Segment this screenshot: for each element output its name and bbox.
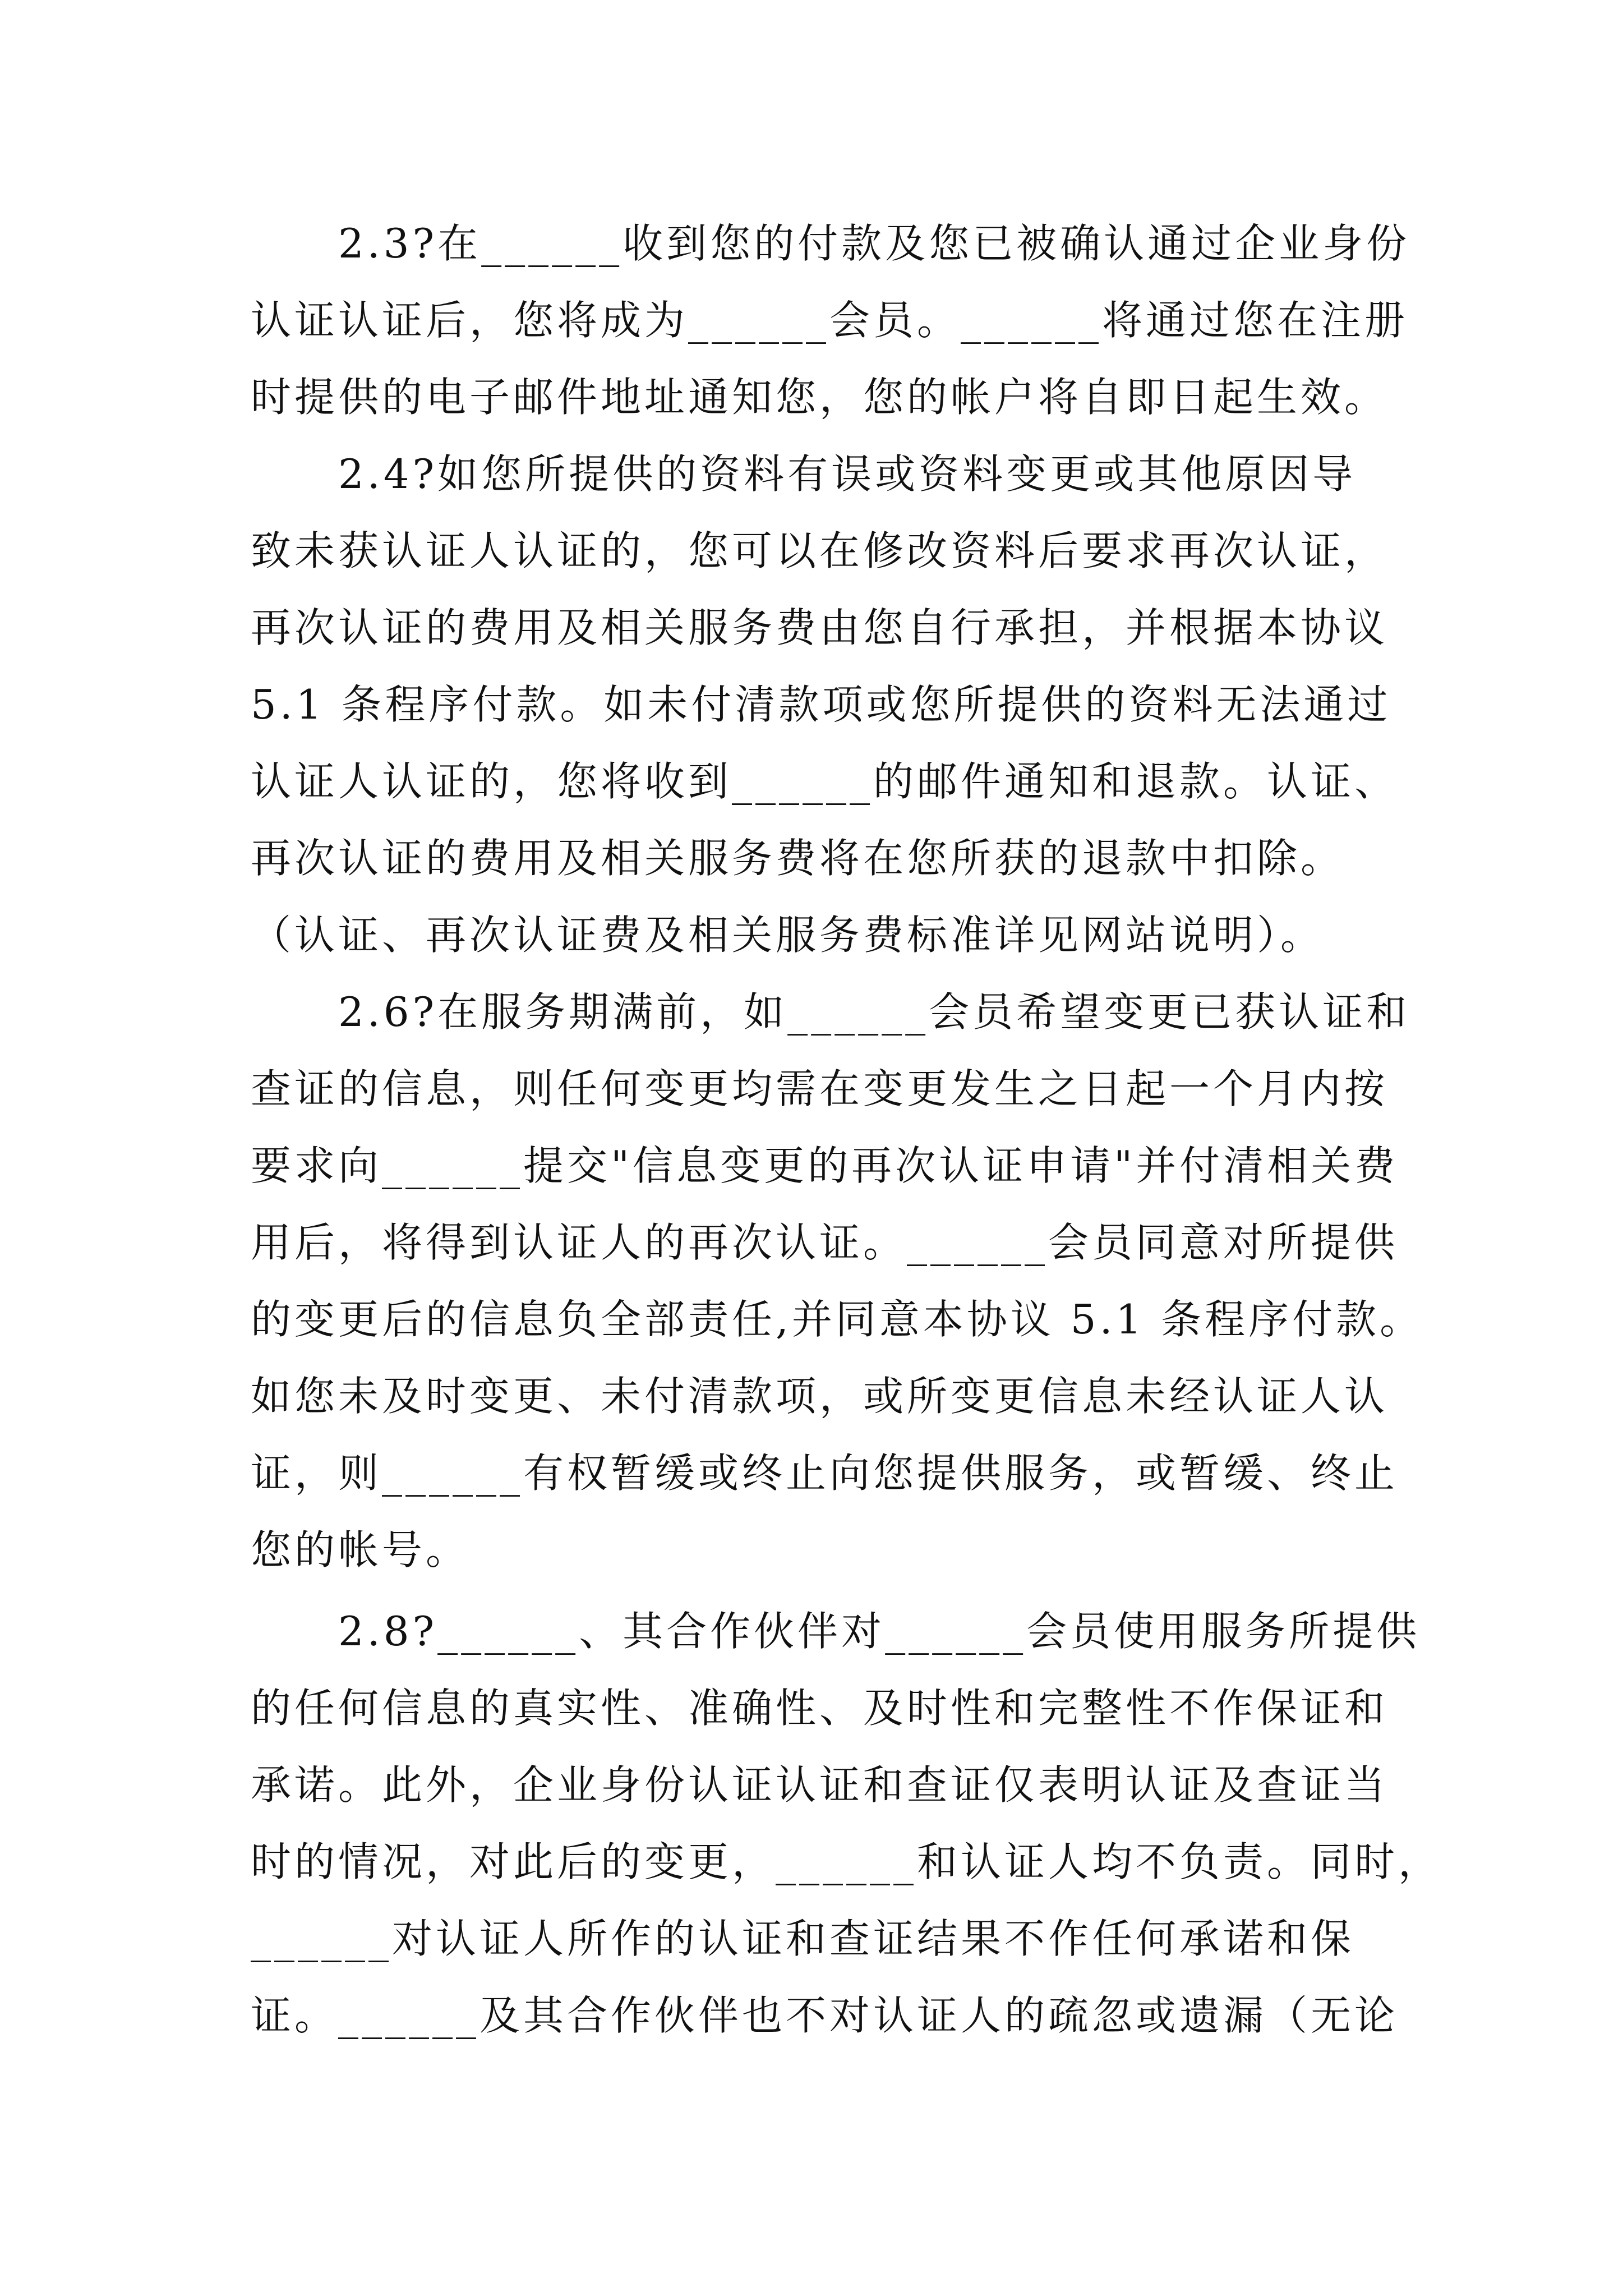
paragraph-line: 2.4?如您所提供的资料有误或资料变更或其他原因导 [338, 450, 1357, 498]
document-body [251, 205, 1484, 2054]
paragraph-line: 承诺。此外，企业身份认证认证和查证仅表明认证及查证当 [251, 1761, 1389, 1809]
paragraph-line: 5.1 条程序付款。如未付清款项或您所提供的资料无法通过 [251, 681, 1391, 728]
paragraph-line: 时的情况，对此后的变更，______和认证人均不负责。同时， [251, 1838, 1442, 1885]
paragraph-line: 的变更后的信息负全部责任,并同意本协议 5.1 条程序付款。 [251, 1296, 1424, 1343]
paragraph-line: 2.3?在______收到您的付款及您已被确认通过企业身份 [338, 220, 1410, 267]
paragraph-line: 认证人认证的，您将收到______的邮件通知和退款。认证、 [251, 758, 1399, 805]
clause-2-6 [251, 974, 1484, 1589]
paragraph-line: 再次认证的费用及相关服务费由您自行承担，并根据本协议 [251, 604, 1389, 651]
clause-2-3 [251, 205, 1484, 436]
paragraph-line: 如您未及时变更、未付清款项，或所变更信息未经认证人认 [251, 1373, 1389, 1420]
paragraph-line: 您的帐号。 [251, 1526, 470, 1573]
clause-2-8 [251, 1593, 1484, 2054]
paragraph-line: 2.6?在服务期满前，如______会员希望变更已获认证和 [338, 988, 1410, 1036]
paragraph-line: 查证的信息，则任何变更均需在变更发生之日起一个月内按 [251, 1065, 1389, 1112]
paragraph-line: 证。______及其合作伙伴也不对认证人的疏忽或遗漏（无论 [251, 1992, 1399, 2039]
paragraph-line: 的任何信息的真实性、准确性、及时性和完整性不作保证和 [251, 1685, 1389, 1732]
paragraph-line: 时提供的电子邮件地址通知您，您的帐户将自即日起生效。 [251, 374, 1389, 421]
paragraph-line: 致未获认证人认证的，您可以在修改资料后要求再次认证， [251, 527, 1389, 574]
paragraph-line: ______对认证人所作的认证和查证结果不作任何承诺和保 [251, 1915, 1355, 1962]
paragraph-line: （认证、再次认证费及相关服务费标准详见网站说明）。 [251, 912, 1325, 959]
paragraph-line: 证，则______有权暂缓或终止向您提供服务，或暂缓、终止 [251, 1450, 1399, 1497]
paragraph-line: 要求向______提交"信息变更的再次认证申请"并付清相关费 [251, 1142, 1399, 1189]
paragraph-line: 认证认证后，您将成为______会员。______将通过您在注册 [251, 297, 1409, 344]
paragraph-line: 再次认证的费用及相关服务费将在您所获的退款中扣除。 [251, 835, 1345, 882]
paragraph-line: 用后，将得到认证人的再次认证。______会员同意对所提供 [251, 1219, 1399, 1266]
paragraph-line: 2.8?______、其合作伙伴对______会员使用服务所提供 [338, 1608, 1421, 1655]
clause-2-4 [251, 436, 1484, 974]
